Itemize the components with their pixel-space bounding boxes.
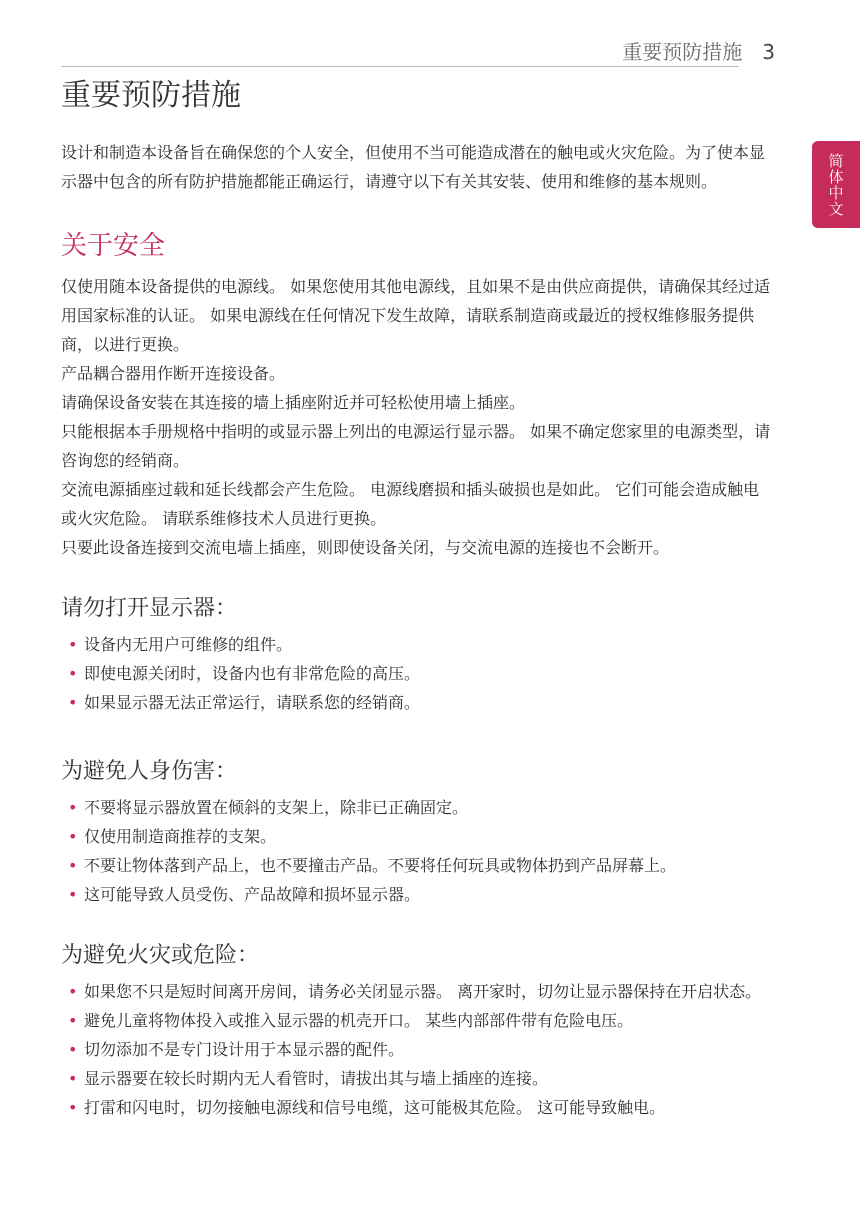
list-item	[68, 630, 773, 659]
safety-paragraph: 仅使用随本设备提供的电源线。 如果您使用其他电源线，且如果不是由供应商提供，请确保其经过适用国家标准的认证。 如果电源线在任何情况下发生故障，请联系制造商或最近的授权维修服务提供商，以进行更换。	[61, 277, 771, 354]
avoid-injury-section	[61, 755, 773, 909]
language-tab	[812, 141, 860, 228]
list-item	[68, 977, 773, 1006]
bullet-icon: •	[68, 827, 78, 846]
bullet-icon: •	[68, 798, 78, 817]
bullet-icon: •	[68, 1011, 78, 1030]
list-item	[68, 822, 773, 851]
bullet-icon: •	[68, 635, 78, 654]
bullet-icon: •	[68, 885, 78, 904]
avoid-fire-list	[61, 977, 773, 1122]
list-item-text: 避免儿童将物体投入或推入显示器的机壳开口。 某些内部部件带有危险电压。	[84, 1011, 634, 1030]
safety-paragraph: 只能根据本手册规格中指明的或显示器上列出的电源运行显示器。 如果不确定您家里的电源类型，请咨询您的经销商。	[61, 422, 771, 470]
avoid-fire-section	[61, 939, 773, 1122]
page-number: 3	[762, 40, 775, 64]
bullet-icon: •	[68, 693, 78, 712]
avoid-injury-list	[61, 793, 773, 909]
bullet-icon: •	[68, 1098, 78, 1117]
bullet-icon: •	[68, 1069, 78, 1088]
list-item	[68, 659, 773, 688]
safety-paragraph: 产品耦合器用作断开连接设备。	[61, 364, 286, 383]
language-tab-label: 简体中文	[826, 152, 845, 217]
list-item-text: 仅使用制造商推荐的支架。	[84, 827, 277, 846]
safety-paragraph: 请确保设备安装在其连接的墙上插座附近并可轻松使用墙上插座。	[61, 393, 526, 412]
list-item-text: 即使电源关闭时，设备内也有非常危险的高压。	[84, 664, 421, 683]
safety-section-body	[61, 272, 773, 562]
header-divider	[61, 66, 739, 67]
list-item-text: 这可能导致人员受伤、产品故障和损坏显示器。	[84, 885, 421, 904]
do-not-open-list	[61, 630, 773, 717]
list-item	[68, 851, 773, 880]
avoid-fire-heading: 为避免火灾或危险：	[61, 943, 260, 968]
bullet-icon: •	[68, 1040, 78, 1059]
list-item	[68, 1006, 773, 1035]
safety-paragraph: 只要此设备连接到交流电墙上插座，则即使设备关闭，与交流电源的连接也不会断开。	[61, 538, 670, 557]
list-item	[68, 1035, 773, 1064]
safety-paragraph: 交流电源插座过载和延长线都会产生危险。 电源线磨损和插头破损也是如此。 它们可能会造成触电或火灾危险。 请联系维修技术人员进行更换。	[61, 480, 760, 528]
list-item	[68, 688, 773, 717]
list-item-text: 切勿添加不是专门设计用于本显示器的配件。	[84, 1040, 405, 1059]
do-not-open-heading: 请勿打开显示器：	[61, 596, 238, 621]
list-item-text: 如果您不只是短时间离开房间，请务必关闭显示器。 离开家时，切勿让显示器保持在开启状态。	[84, 982, 762, 1001]
page-content	[61, 138, 773, 1122]
list-item-text: 显示器要在较长时期内无人看管时，请拔出其与墙上插座的连接。	[84, 1069, 549, 1088]
bullet-icon: •	[68, 982, 78, 1001]
list-item-text: 打雷和闪电时，切勿接触电源线和信号电缆，这可能极其危险。 这可能导致触电。	[84, 1098, 666, 1117]
list-item	[68, 793, 773, 822]
safety-section-title: 关于安全	[61, 231, 166, 261]
running-header	[622, 36, 775, 65]
bullet-icon: •	[68, 856, 78, 875]
do-not-open-section	[61, 592, 773, 717]
list-item-text: 设备内无用户可维修的组件。	[84, 635, 293, 654]
list-item-text: 不要将显示器放置在倾斜的支架上，除非已正确固定。	[84, 798, 469, 817]
intro-paragraph: 设计和制造本设备旨在确保您的个人安全，但使用不当可能造成潜在的触电或火灾危险。为了使本显示器中包含的所有防护措施都能正确运行，请遵守以下有关其安装、使用和维修的基本规则。	[61, 143, 766, 191]
list-item	[68, 1064, 773, 1093]
list-item	[68, 1093, 773, 1122]
list-item-text: 不要让物体落到产品上，也不要撞击产品。不要将任何玩具或物体扔到产品屏幕上。	[84, 856, 677, 875]
avoid-injury-heading: 为避免人身伤害：	[61, 759, 238, 784]
list-item	[68, 880, 773, 909]
bullet-icon: •	[68, 664, 78, 683]
list-item-text: 如果显示器无法正常运行，请联系您的经销商。	[84, 693, 421, 712]
page-title: 重要预防措施	[61, 78, 241, 113]
running-header-title: 重要预防措施	[622, 40, 743, 64]
